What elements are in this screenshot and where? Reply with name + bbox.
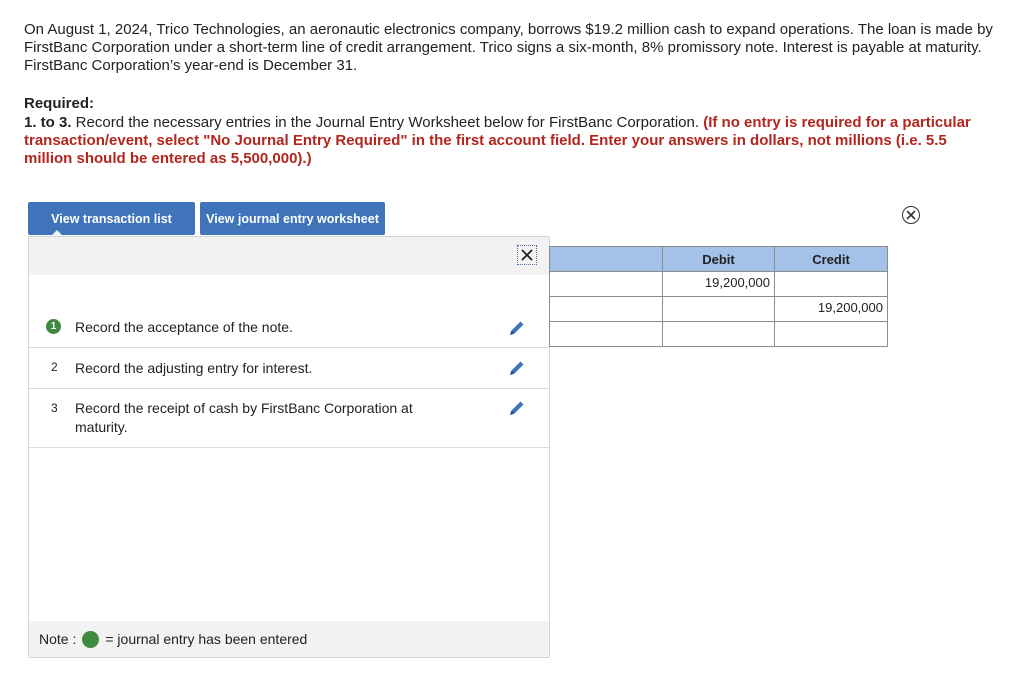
- view-transaction-list-button[interactable]: View transaction list: [28, 202, 195, 235]
- problem-text: On August 1, 2024, Trico Technologies, an aeronautic electronics company, borrows $19.2 million cash to expand operations. The loan is made by FirstBanc Corporation under a short-term line of credit arrangement. Trico signs a six-month, 8% promissory note. Interest is payable at maturity. FirstBanc Corporation’s year-end is December 31.: [24, 21, 993, 74]
- transaction-row-2[interactable]: [29, 348, 549, 389]
- required-instruction-text: Record the necessary entries in the Journal Entry Worksheet below for FirstBanc Corporation.: [71, 114, 704, 131]
- edit-pencil-icon[interactable]: [507, 358, 527, 378]
- edit-pencil-icon[interactable]: [507, 318, 527, 338]
- account-cell[interactable]: [550, 322, 663, 347]
- completed-dot-icon: [82, 631, 99, 648]
- transaction-text: Record the receipt of cash by FirstBanc Corporation at maturity.: [75, 400, 413, 435]
- note-text: = journal entry has been entered: [105, 631, 308, 647]
- edit-pencil-icon[interactable]: [507, 398, 527, 418]
- account-cell[interactable]: [550, 297, 663, 322]
- account-header: [550, 247, 663, 272]
- journal-row: [550, 272, 888, 297]
- required-red-note: (If no entry is required for a particular transaction/event, select "No Journal Entry Required" in the first account field. Enter your answers in dollars, not millions (i.e. 5.5 million should be entered as 5,500,000).): [24, 114, 971, 167]
- note-label: Note :: [39, 631, 77, 647]
- close-icon[interactable]: [902, 206, 920, 224]
- debit-cell[interactable]: [663, 297, 775, 322]
- credit-cell[interactable]: 19,200,000: [775, 297, 888, 322]
- credit-header: Credit: [775, 247, 888, 272]
- credit-cell[interactable]: [775, 322, 888, 347]
- journal-entry-table: [549, 246, 888, 347]
- required-heading: Required:: [24, 95, 95, 112]
- transaction-text: Record the acceptance of the note.: [75, 319, 293, 335]
- credit-cell[interactable]: [775, 272, 888, 297]
- transaction-text: Record the adjusting entry for interest.: [75, 360, 313, 376]
- account-cell[interactable]: [550, 272, 663, 297]
- collapse-panel-icon[interactable]: [517, 245, 537, 265]
- journal-row: [550, 297, 888, 322]
- transaction-list-panel: [28, 236, 550, 658]
- transaction-row-3[interactable]: [29, 389, 549, 448]
- transaction-number-completed: 1: [46, 319, 61, 334]
- debit-cell[interactable]: [663, 322, 775, 347]
- legend-note: [29, 621, 549, 657]
- transaction-row-1[interactable]: [29, 310, 549, 348]
- debit-header: Debit: [663, 247, 775, 272]
- view-journal-entry-worksheet-button[interactable]: View journal entry worksheet: [200, 202, 385, 235]
- journal-header-row: [550, 247, 888, 272]
- transaction-number: 2: [51, 360, 58, 374]
- debit-cell[interactable]: 19,200,000: [663, 272, 775, 297]
- required-number: 1. to 3.: [24, 114, 72, 131]
- panel-header: [29, 237, 549, 275]
- journal-row: [550, 322, 888, 347]
- required-instructions: [24, 114, 984, 168]
- transaction-number: 3: [51, 401, 58, 415]
